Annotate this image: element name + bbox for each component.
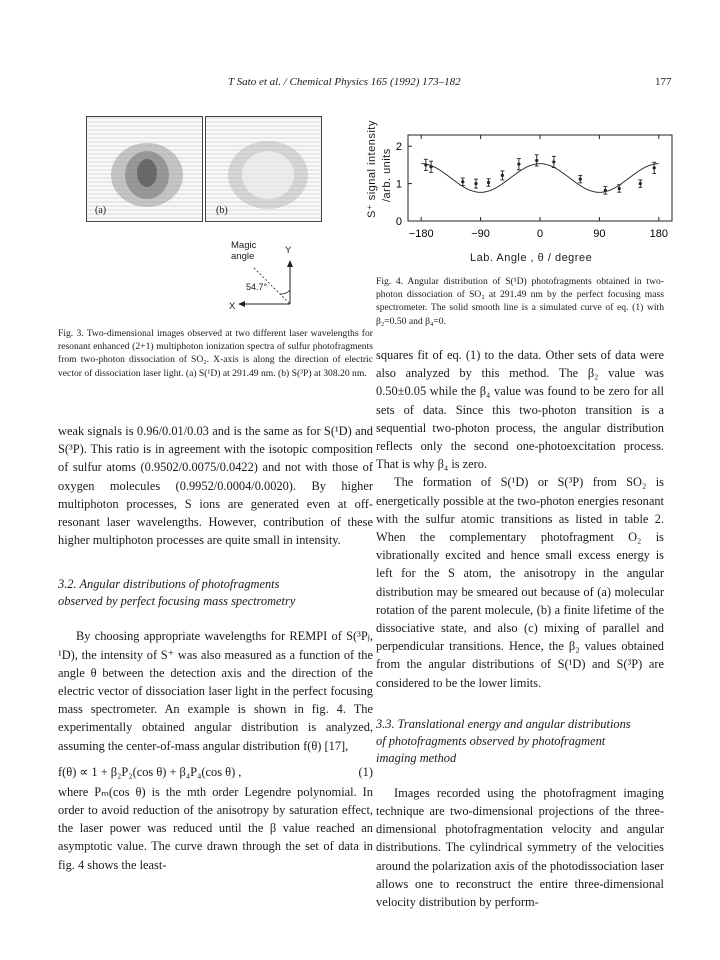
data-point <box>618 187 621 190</box>
data-point <box>653 166 656 169</box>
section-3-3-title-line-1: 3.3. Translational energy and angular distributions <box>376 716 631 731</box>
right-paragraph-3: Images recorded using the photofragment imaging technique are two-dimensional projections of the three-dimensional photofragmentation velocity and angular distributions. The cylindrical symmetry of the velocities around the polarization axis of the photodissociation laser allows one to reconstruct the entire three-dimensional velocity distribution by perform- <box>376 785 664 910</box>
fig3-caption: Fig. 3. Two-dimensional images observed at two different laser wavelengths for resonant enhanced (2+1) multiphoton ionization spectra of sulfur photofragments from two-photon dissociation of SO₂. X-axis is along the direction of electric vector of dissociation laser light. (a) S(¹D) at 291.49 nm. (b) S(³P) at 308.20 nm. <box>58 328 373 379</box>
equation-1 <box>58 761 373 783</box>
x-tick-label: 180 <box>649 228 668 240</box>
fig4-xlabel: Lab. Angle , θ / degree <box>470 252 593 264</box>
fig4-caption: Fig. 4. Angular distribution of S(¹D) photofragments obtained in two-photon dissociation of SO₂ at 291.49 nm by the perfect focusing mass spectrometer. The solid smooth line is a simulated curve of eq. (1) with β₂=0.50 and β₄=0. <box>376 276 664 327</box>
data-point <box>501 174 504 177</box>
section-3-3-title-line-3: imaging method <box>376 750 457 765</box>
data-point <box>424 163 427 166</box>
left-paragraph-3: where Pₘ(cos θ) is the mth order Legendre polynomial. In order to avoid reduction of the anisotropy by saturation effect, the laser power was reduced until the β value reached an asymptotic value. The curve drawn through the set of data in fig. 4 shows the least- <box>58 784 373 872</box>
y-tick-label: 0 <box>395 216 402 228</box>
left-paragraph-2: By choosing appropriate wavelengths for REMPI of S(³Pⱼ, ¹D), the intensity of S⁺ was also measured as a function of the angle θ between the detection axis and the direction of the electric vector of dissociation laser light in the perfect focusing mass spectrometer. An example is shown in fig. 4. The experimentally obtained angular distribution is analyzed, assuming the center-of-mass angular distribution f(θ) [17], <box>58 629 373 753</box>
fig4-ylabel-2: /arb. units <box>381 148 393 202</box>
y-tick-label: 2 <box>395 141 402 154</box>
magic-label-2: angle <box>231 251 255 262</box>
panel-b-label: (b) <box>216 205 228 216</box>
x-tick-label: 90 <box>593 228 606 240</box>
data-point <box>430 165 433 168</box>
section-3-2-title-line-1: 3.2. Angular distributions of photofragments <box>58 577 280 592</box>
section-3-3-title-line-2: of photofragments observed by photofragment <box>376 733 606 748</box>
x-tick-label: −90 <box>471 228 490 240</box>
fit-curve <box>421 164 659 193</box>
data-point <box>517 163 520 166</box>
data-point <box>487 181 490 184</box>
page-number: 177 <box>655 76 672 88</box>
data-point <box>474 182 477 185</box>
section-3-2-title-line-2: observed by perfect focusing mass spectrometry <box>58 594 296 609</box>
left-paragraph-1: weak signals is 0.96/0.01/0.03 and is the same as for S(¹D) and S(³P). This ratio is in agreement with the isotopic composition of sulfur atoms (0.9502/0.0075/0.0422) and not with those of oxygen molecules (0.9952/0.0004/0.0020). By higher multiphoton processes, S ions are generated even at off-resonant laser wavelengths. However, contribution of these higher multiphoton processes are quite small in intensity. <box>58 424 373 548</box>
left-column <box>58 422 373 874</box>
fig4-ylabel-1: S⁺ signal intensity <box>366 120 378 218</box>
angle-label: 54.7° <box>246 282 268 292</box>
plot-frame <box>408 135 672 221</box>
axis-diagram <box>236 256 306 316</box>
axis-y-label: Y <box>285 245 292 256</box>
x-tick-label: 0 <box>536 228 544 240</box>
figure-3 <box>86 116 348 330</box>
right-column <box>376 346 664 911</box>
fig4-chart <box>360 103 690 273</box>
axis-x-label: X <box>229 301 236 312</box>
data-point <box>461 180 464 183</box>
data-point <box>639 182 642 185</box>
data-point <box>604 189 607 192</box>
image-panel-b <box>205 116 322 222</box>
right-paragraph-2: The formation of S(¹D) or S(³P) from SO₂ is energetically possible at the two-photon energies resonant with the sulfur atomic transitions as listed in table 2. When the complementary photofragment O₂ is vibrationally excited and hence small excess energy is left for the S atom, the anisotropy in the angular distribution may be smeared out because of (a) molecular rotation of the parent molecule, (b) a finite lifetime of the dissociative state, and also (c) mixing of parallel and perpendicular transitions. Hence, the β₂ values obtained from the angular distributions of S(¹D) and S(³P) are considered to be the lower limits. <box>376 475 664 690</box>
data-point <box>579 178 582 181</box>
y-tick-label: 1 <box>395 178 402 191</box>
equation-text: f(θ) ∝ 1 + β₂P₂(cos θ) + β₄P₄(cos θ) , <box>58 764 242 779</box>
running-title: T Sato et al. / Chemical Physics 165 (1992) 173–182 <box>228 76 461 88</box>
equation-number: (1) <box>358 764 373 779</box>
x-tick-label: −180 <box>408 228 434 240</box>
right-paragraph-1: squares fit of eq. (1) to the data. Other sets of data were also analyzed by this method. The β₂ value was 0.50±0.05 while the β₄ value was found to be zero for all sets of data. Since this two-photon transition is a sequential two-photon process, the angular distribution reflects only the second one-photoexcitation process. That is why β₄ is zero. <box>376 348 664 472</box>
panel-a-label: (a) <box>95 205 107 216</box>
image-panel-a <box>86 116 203 222</box>
data-point <box>535 159 538 162</box>
magic-label-1: Magic <box>231 240 257 251</box>
data-point <box>552 160 555 163</box>
